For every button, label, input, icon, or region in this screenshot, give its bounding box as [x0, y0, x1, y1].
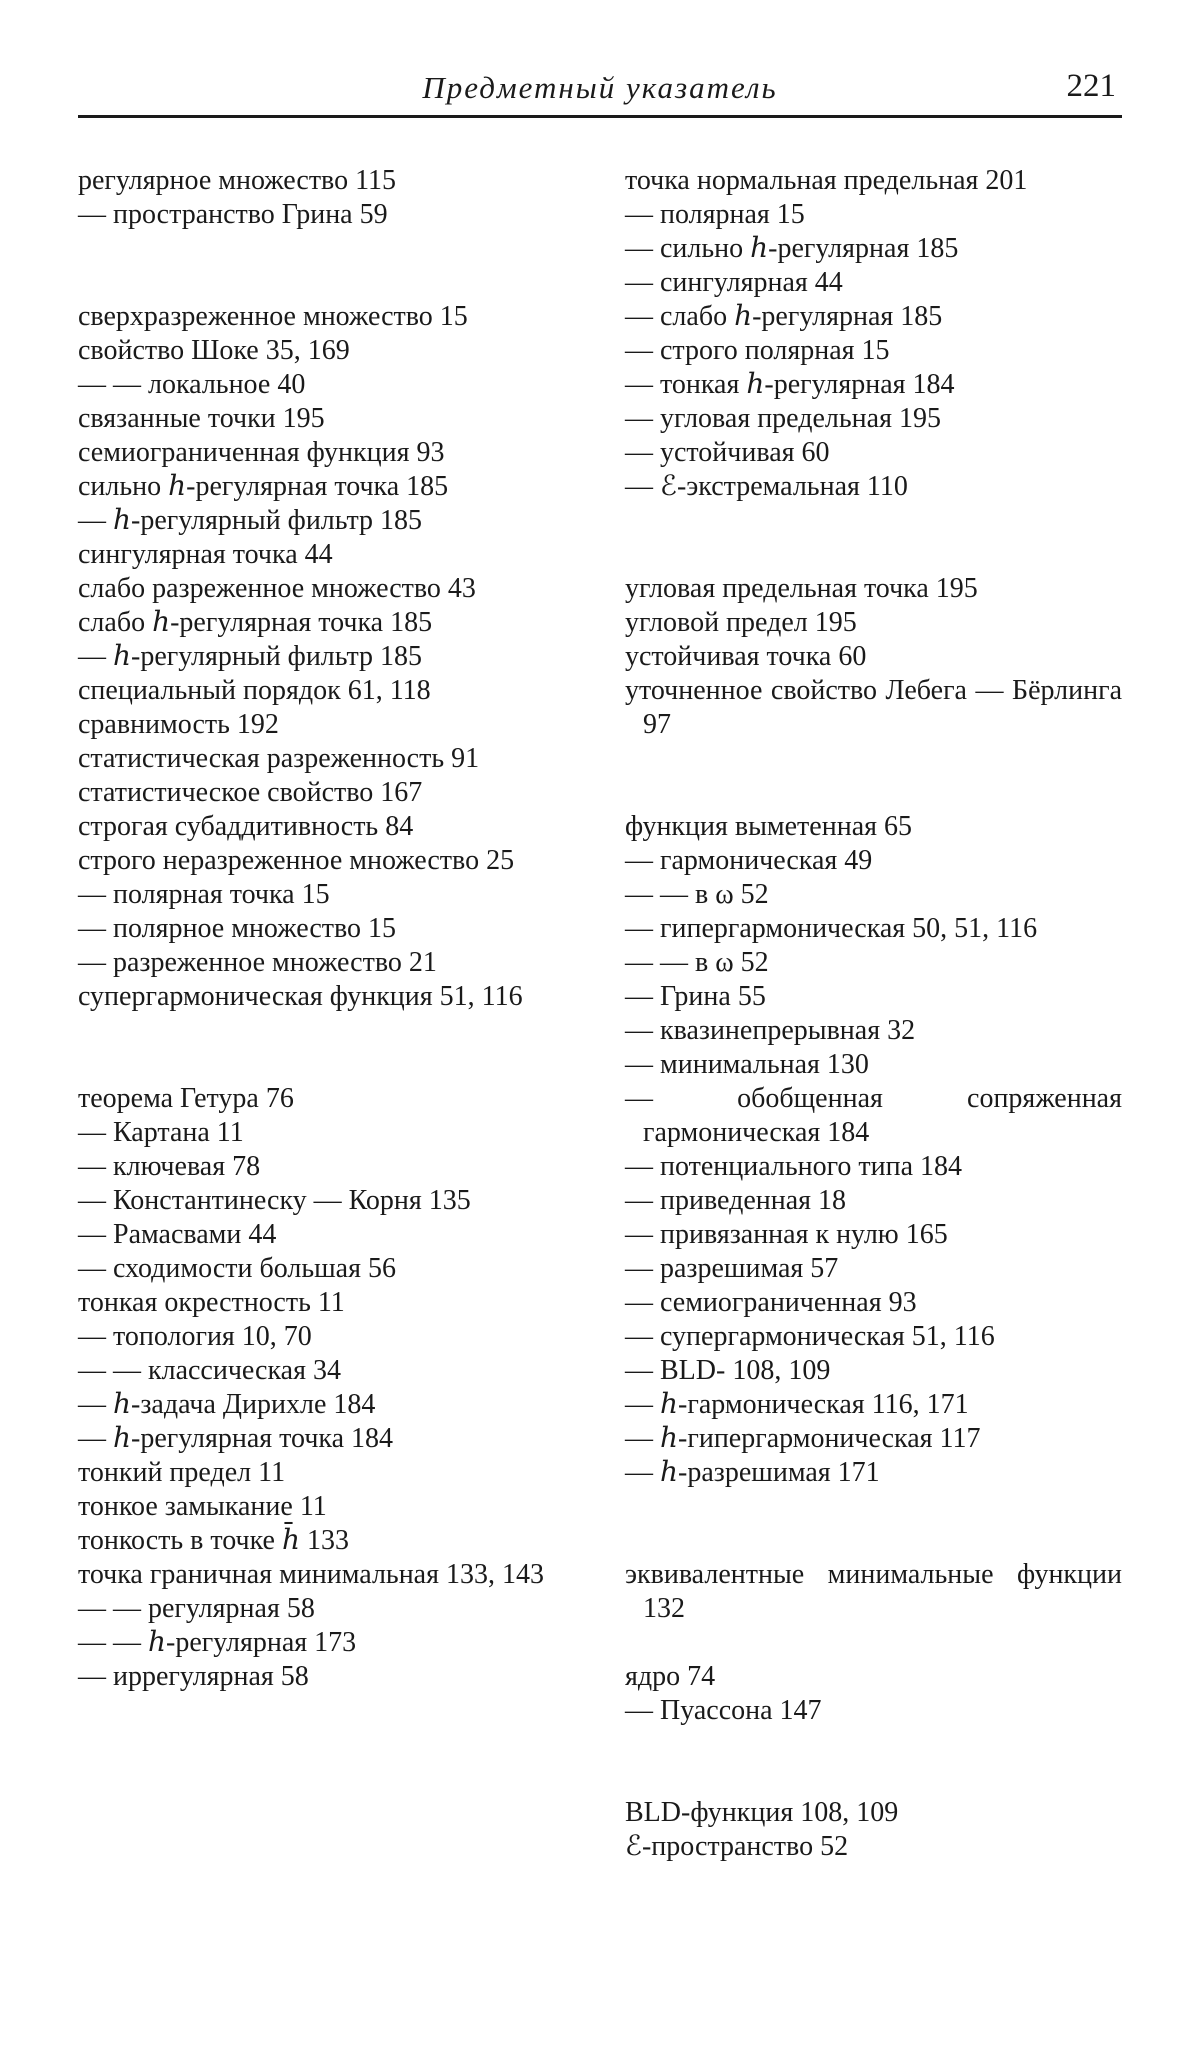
- index-entry: — сингулярная 44: [625, 267, 843, 298]
- index-entry: строгая субаддитивность 84: [78, 811, 414, 842]
- letter-group: [625, 1660, 1122, 1728]
- letter-group: [625, 810, 1122, 1490]
- index-entry: — ℎ-гармоническая 116, 171: [625, 1389, 969, 1420]
- index-entry: — приведенная 18: [625, 1185, 847, 1216]
- index-entry: строго неразреженное множество 25: [78, 845, 515, 876]
- index-entry: — ℎ-регулярная точка 184: [78, 1423, 394, 1454]
- index-entry: — супергармоническая 51, 116: [625, 1321, 995, 1352]
- index-entry: — гармоническая 49: [625, 845, 873, 876]
- index-entry: — устойчивая 60: [625, 437, 830, 468]
- index-entry: угловой предел 195: [625, 607, 857, 638]
- index-entry: слабо ℎ-регулярная точка 185: [78, 607, 433, 638]
- index-entry: устойчивая точка 60: [625, 641, 867, 672]
- index-entry: сингулярная точка 44: [78, 539, 333, 570]
- index-entry: точка нормальная предельная 201: [625, 165, 1028, 196]
- index-entry: тонкая окрестность 11: [78, 1287, 345, 1318]
- letter-group-gap: [625, 504, 1122, 572]
- index-entry: — семиограниченная 93: [625, 1287, 917, 1318]
- index-entry: регулярное множество 115: [78, 165, 397, 196]
- index-entry: — — локальное 40: [78, 369, 306, 400]
- index-entry: — полярная точка 15: [78, 879, 330, 910]
- index-entry: — BLD- 108, 109: [625, 1355, 831, 1386]
- index-entry: — потенциального типа 184: [625, 1151, 963, 1182]
- index-entry: — разреженное множество 21: [78, 947, 437, 978]
- index-entry: BLD-функция 108, 109: [625, 1797, 899, 1828]
- index-entry: — — в ω 52: [625, 947, 769, 978]
- letter-group-gap: [625, 1490, 1122, 1558]
- index-entry: — пространство Грина 59: [78, 199, 388, 230]
- index-entry: свойство Шоке 35, 169: [78, 335, 350, 366]
- index-entry: — — регулярная 58: [78, 1593, 315, 1624]
- index-entry: слабо разреженное множество 43: [78, 573, 476, 604]
- index-entry: ℰ-пространство 52: [625, 1831, 849, 1862]
- index-entry: — Картана 11: [78, 1117, 244, 1148]
- index-entry: — угловая предельная 195: [625, 403, 941, 434]
- index-entry: — обобщенная сопряженная гармоническая 184: [625, 1083, 1122, 1148]
- letter-group: [625, 164, 1122, 504]
- letter-group-gap: [625, 742, 1122, 810]
- index-entry: — — классическая 34: [78, 1355, 341, 1386]
- letter-group-gap: [78, 1014, 578, 1082]
- index-entry: — топология 10, 70: [78, 1321, 312, 1352]
- index-entry: — слабо ℎ-регулярная 185: [625, 301, 943, 332]
- letter-group: [625, 572, 1122, 742]
- index-entry: сравнимость 192: [78, 709, 279, 740]
- index-entry: статистическая разреженность 91: [78, 743, 480, 774]
- index-entry: — — в ω 52: [625, 879, 769, 910]
- index-entry: — гипергармоническая 50, 51, 116: [625, 913, 1038, 944]
- index-entry: точка граничная минимальная 133, 143: [78, 1559, 544, 1590]
- index-entry: — минимальная 130: [625, 1049, 869, 1080]
- index-entry: — ℰ-экстремальная 110: [625, 471, 908, 502]
- index-entry: — ключевая 78: [78, 1151, 261, 1182]
- index-entry: функция выметенная 65: [625, 811, 912, 842]
- letter-group: [78, 300, 578, 1014]
- index-entry: — сходимости большая 56: [78, 1253, 396, 1284]
- letter-group-gap: [78, 232, 578, 300]
- index-entry: супергармоническая функция 51, 116: [78, 981, 523, 1012]
- letter-group-gap: [625, 1728, 1122, 1796]
- index-entry: сверхразреженное множество 15: [78, 301, 468, 332]
- index-entry: — квазинепрерывная 32: [625, 1015, 916, 1046]
- index-entry: — тонкая ℎ-регулярная 184: [625, 369, 955, 400]
- index-entry: — полярное множество 15: [78, 913, 397, 944]
- index-entry: — строго полярная 15: [625, 335, 890, 366]
- index-entry: — ℎ-разрешимая 171: [625, 1457, 880, 1488]
- index-entry: эквивалентные минимальные функции 132: [625, 1559, 1122, 1624]
- running-title: Предметный указатель: [422, 70, 778, 105]
- index-entry: статистическое свойство 167: [78, 777, 423, 808]
- index-entry: сильно ℎ-регулярная точка 185: [78, 471, 449, 502]
- letter-group: [625, 1796, 1122, 1864]
- index-entry: — привязанная к нулю 165: [625, 1219, 948, 1250]
- page-number: 221: [1066, 68, 1116, 104]
- header-rule: [78, 115, 1122, 118]
- index-entry: — ℎ-регулярный фильтр 185: [78, 505, 423, 536]
- right-index-column: [625, 164, 1122, 1864]
- index-entry: специальный порядок 61, 118: [78, 675, 431, 706]
- letter-group-gap: [625, 1626, 1122, 1660]
- index-entry: тонкость в точке ℎ̄ 133: [78, 1525, 349, 1556]
- index-entry: — иррегулярная 58: [78, 1661, 309, 1692]
- index-entry: уточненное свойство Лебега — Бёрлинга 97: [625, 675, 1122, 740]
- index-entry: связанные точки 195: [78, 403, 325, 434]
- index-entry: ядро 74: [625, 1661, 716, 1692]
- index-entry: тонкий предел 11: [78, 1457, 286, 1488]
- letter-group: [625, 1558, 1122, 1626]
- letter-group: [78, 1082, 578, 1694]
- index-entry: тонкое замыкание 11: [78, 1491, 327, 1522]
- index-entry: теорема Гетура 76: [78, 1083, 294, 1114]
- index-entry: семиограниченная функция 93: [78, 437, 445, 468]
- index-entry: — ℎ-регулярный фильтр 185: [78, 641, 423, 672]
- index-entry: — — ℎ-регулярная 173: [78, 1627, 357, 1658]
- index-entry: — полярная 15: [625, 199, 805, 230]
- index-entry: — разрешимая 57: [625, 1253, 839, 1284]
- index-entry: — сильно ℎ-регулярная 185: [625, 233, 959, 264]
- left-index-column: [78, 164, 578, 1694]
- index-entry: — ℎ-гипергармоническая 117: [625, 1423, 981, 1454]
- page-header: [78, 62, 1122, 118]
- index-entry: — Константинеску — Корня 135: [78, 1185, 471, 1216]
- letter-group: [78, 164, 578, 232]
- index-entry: — Рамасвами 44: [78, 1219, 277, 1250]
- index-entry: угловая предельная точка 195: [625, 573, 978, 604]
- index-entry: — ℎ-задача Дирихле 184: [78, 1389, 376, 1420]
- index-entry: — Пуассона 147: [625, 1695, 822, 1726]
- index-entry: — Грина 55: [625, 981, 766, 1012]
